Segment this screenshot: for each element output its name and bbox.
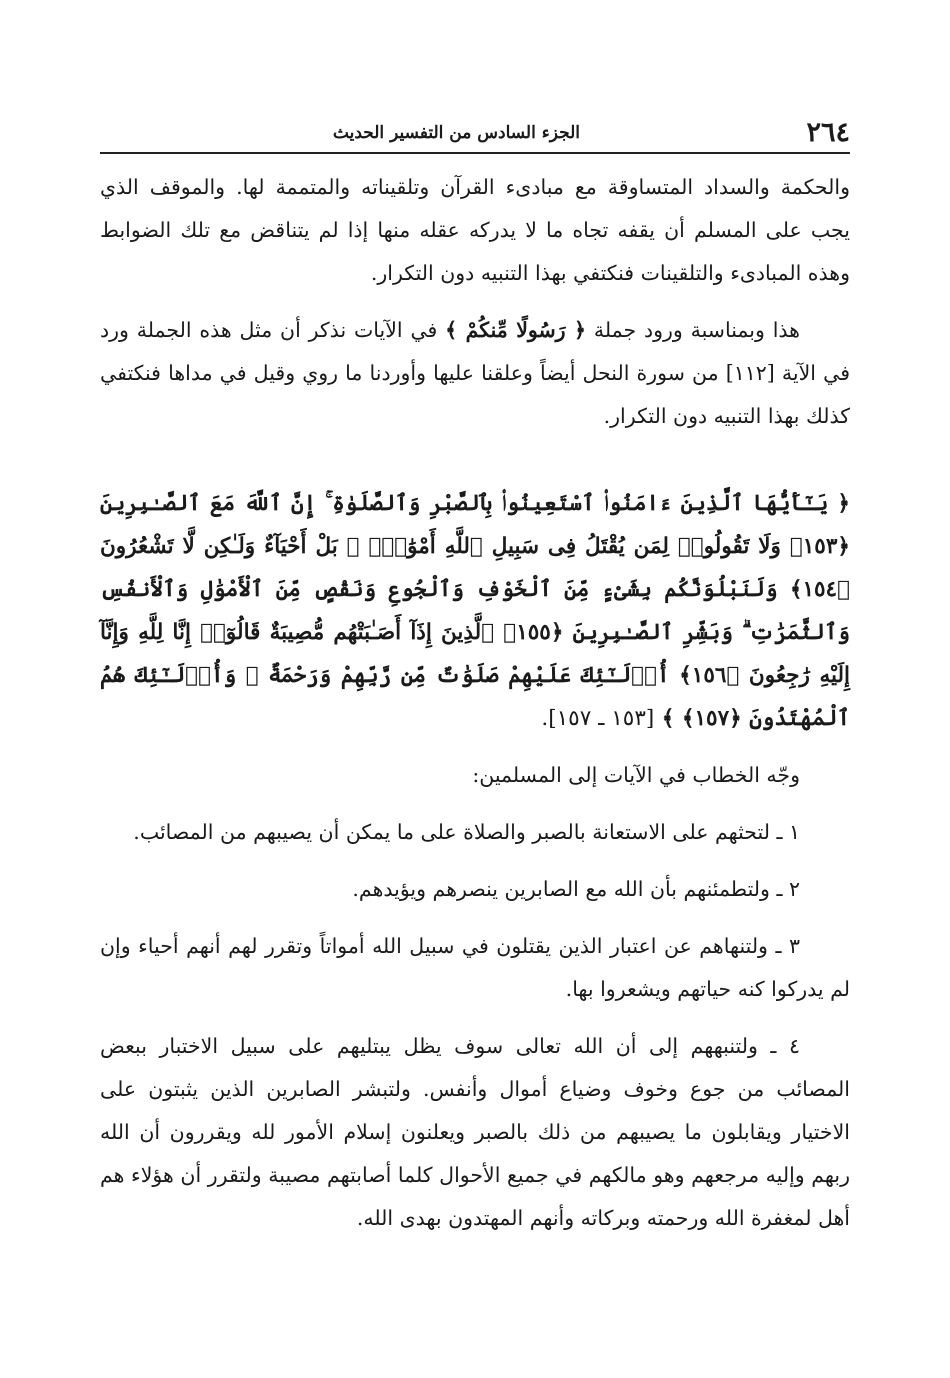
list-item-3: ٣ ـ ولتنهاهم عن اعتبار الذين يقتلون في سبيل الله أمواتاً وتقرر لهم أنهم أحياء وإن لم يدركوا كنه حياتهم ويشعروا بها. [100, 934, 850, 1001]
list-item-1: ١ ـ لتحثهم على الاستعانة بالصبر والصلاة على ما يمكن أن يصيبهم من المصائب. [133, 820, 800, 844]
page-body [100, 166, 850, 1240]
quran-verses [100, 482, 850, 740]
paragraph-continuation: والحكمة والسداد المتساوقة مع مبادىء القرآن وتلقيناته والمتممة لها. والموقف الذي يجب على المسلم أن يقفه تجاه ما لا يدركه عقله منها إذا لم يتناقض مع تلك الضوابط وهذه المبادىء والتلقينات فنكتفي بهذا التنبيه دون التكرار. [100, 175, 850, 285]
verse-text: ﴿ يَـٰٓأَيُّهَا ٱلَّذِينَ ءَامَنُوا۟ ٱسْتَعِينُوا۟ بِٱلصَّبْرِ وَٱلصَّلَوٰةِ ۚ إِنَّ ٱللَّهَ مَعَ ٱلصَّـٰبِرِينَ ﴿١٥٣﴾ وَلَا تَقُولُوا۟ لِمَن يُقْتَلُ فِى سَبِيلِ ٱللَّهِ أَمْوَٰتٌۢ ۚ بَلْ أَحْيَآءٌ وَلَـٰكِن لَّا تَشْعُرُونَ ﴿١٥٤﴾ وَلَنَبْلُوَنَّكُم بِشَىْءٍ مِّنَ ٱلْخَوْفِ وَٱلْجُوعِ وَنَقْصٍ مِّنَ ٱلْأَمْوَٰلِ وَٱلْأَنفُسِ وَٱلثَّمَرَٰتِ ۗ وَبَشِّرِ ٱلصَّـٰبِرِينَ ﴿١٥٥﴾ ٱلَّذِينَ إِذَآ أَصَـٰبَتْهُم مُّصِيبَةٌ قَالُوٓا۟ إِنَّا لِلَّهِ وَإِنَّآ إِلَيْهِ رَٰجِعُونَ ﴿١٥٦﴾ أُو۟لَـٰٓئِكَ عَلَيْهِمْ صَلَوَٰتٌ مِّن رَّبِّهِمْ وَرَحْمَةٌ ۖ وَأُو۟لَـٰٓئِكَ هُمُ ٱلْمُهْتَدُونَ ﴿١٥٧﴾ ﴾ [100, 491, 851, 731]
verse-citation: [١٥٣ ـ ١٥٧]. [541, 706, 655, 731]
paragraph-rasulan-note [100, 309, 850, 438]
list-item-4: ٤ ـ ولتنبههم إلى أن الله تعالى سوف يظل يبتليهم على سبيل الاختبار ببعض المصائب من جوع وخوف وضياع أموال وأنفس. ولتبشر الصابرين الذين يثبتون على الاختيار ويقابلون ما يصيبهم من ذلك بالصبر ويعلنون إسلام الأمور لله ويقررون أن الله ربهم وإليه مرجعهم وهو مالكهم في جميع الأحوال كلما أصابتهم مصيبة ولتقرر أن هؤلاء هم أهل لمغفرة الله ورحمته وبركاته وأنهم المهتدون بهدى الله. [100, 1034, 850, 1230]
list-item-2: ٢ ـ ولتطمئنهم بأن الله مع الصابرين ينصرهم ويؤيدهم. [352, 877, 800, 901]
paragraph-text-after: في الآيات نذكر أن مثل هذه الجملة ورد في الآية [١١٢] من سورة النحل أيضاً وعلقنا عليها وأوردنا ما روي وقيل في مداها فنكتفي كذلك بهذا التنبيه دون التكرار. [100, 318, 851, 428]
quranic-phrase: ﴿ رَسُولًا مِّنكُمْ ﴾ [445, 318, 587, 342]
page-header [100, 116, 850, 154]
intro-line: وجّه الخطاب في الآيات إلى المسلمين: [472, 763, 800, 787]
paragraph-text-before: هذا وبمناسبة ورود جملة [593, 318, 800, 342]
running-title: الجزء السادس من التفسير الحديث [332, 123, 580, 143]
quran-verse-block [100, 482, 850, 740]
page-number: ٢٦٤ [806, 117, 850, 148]
